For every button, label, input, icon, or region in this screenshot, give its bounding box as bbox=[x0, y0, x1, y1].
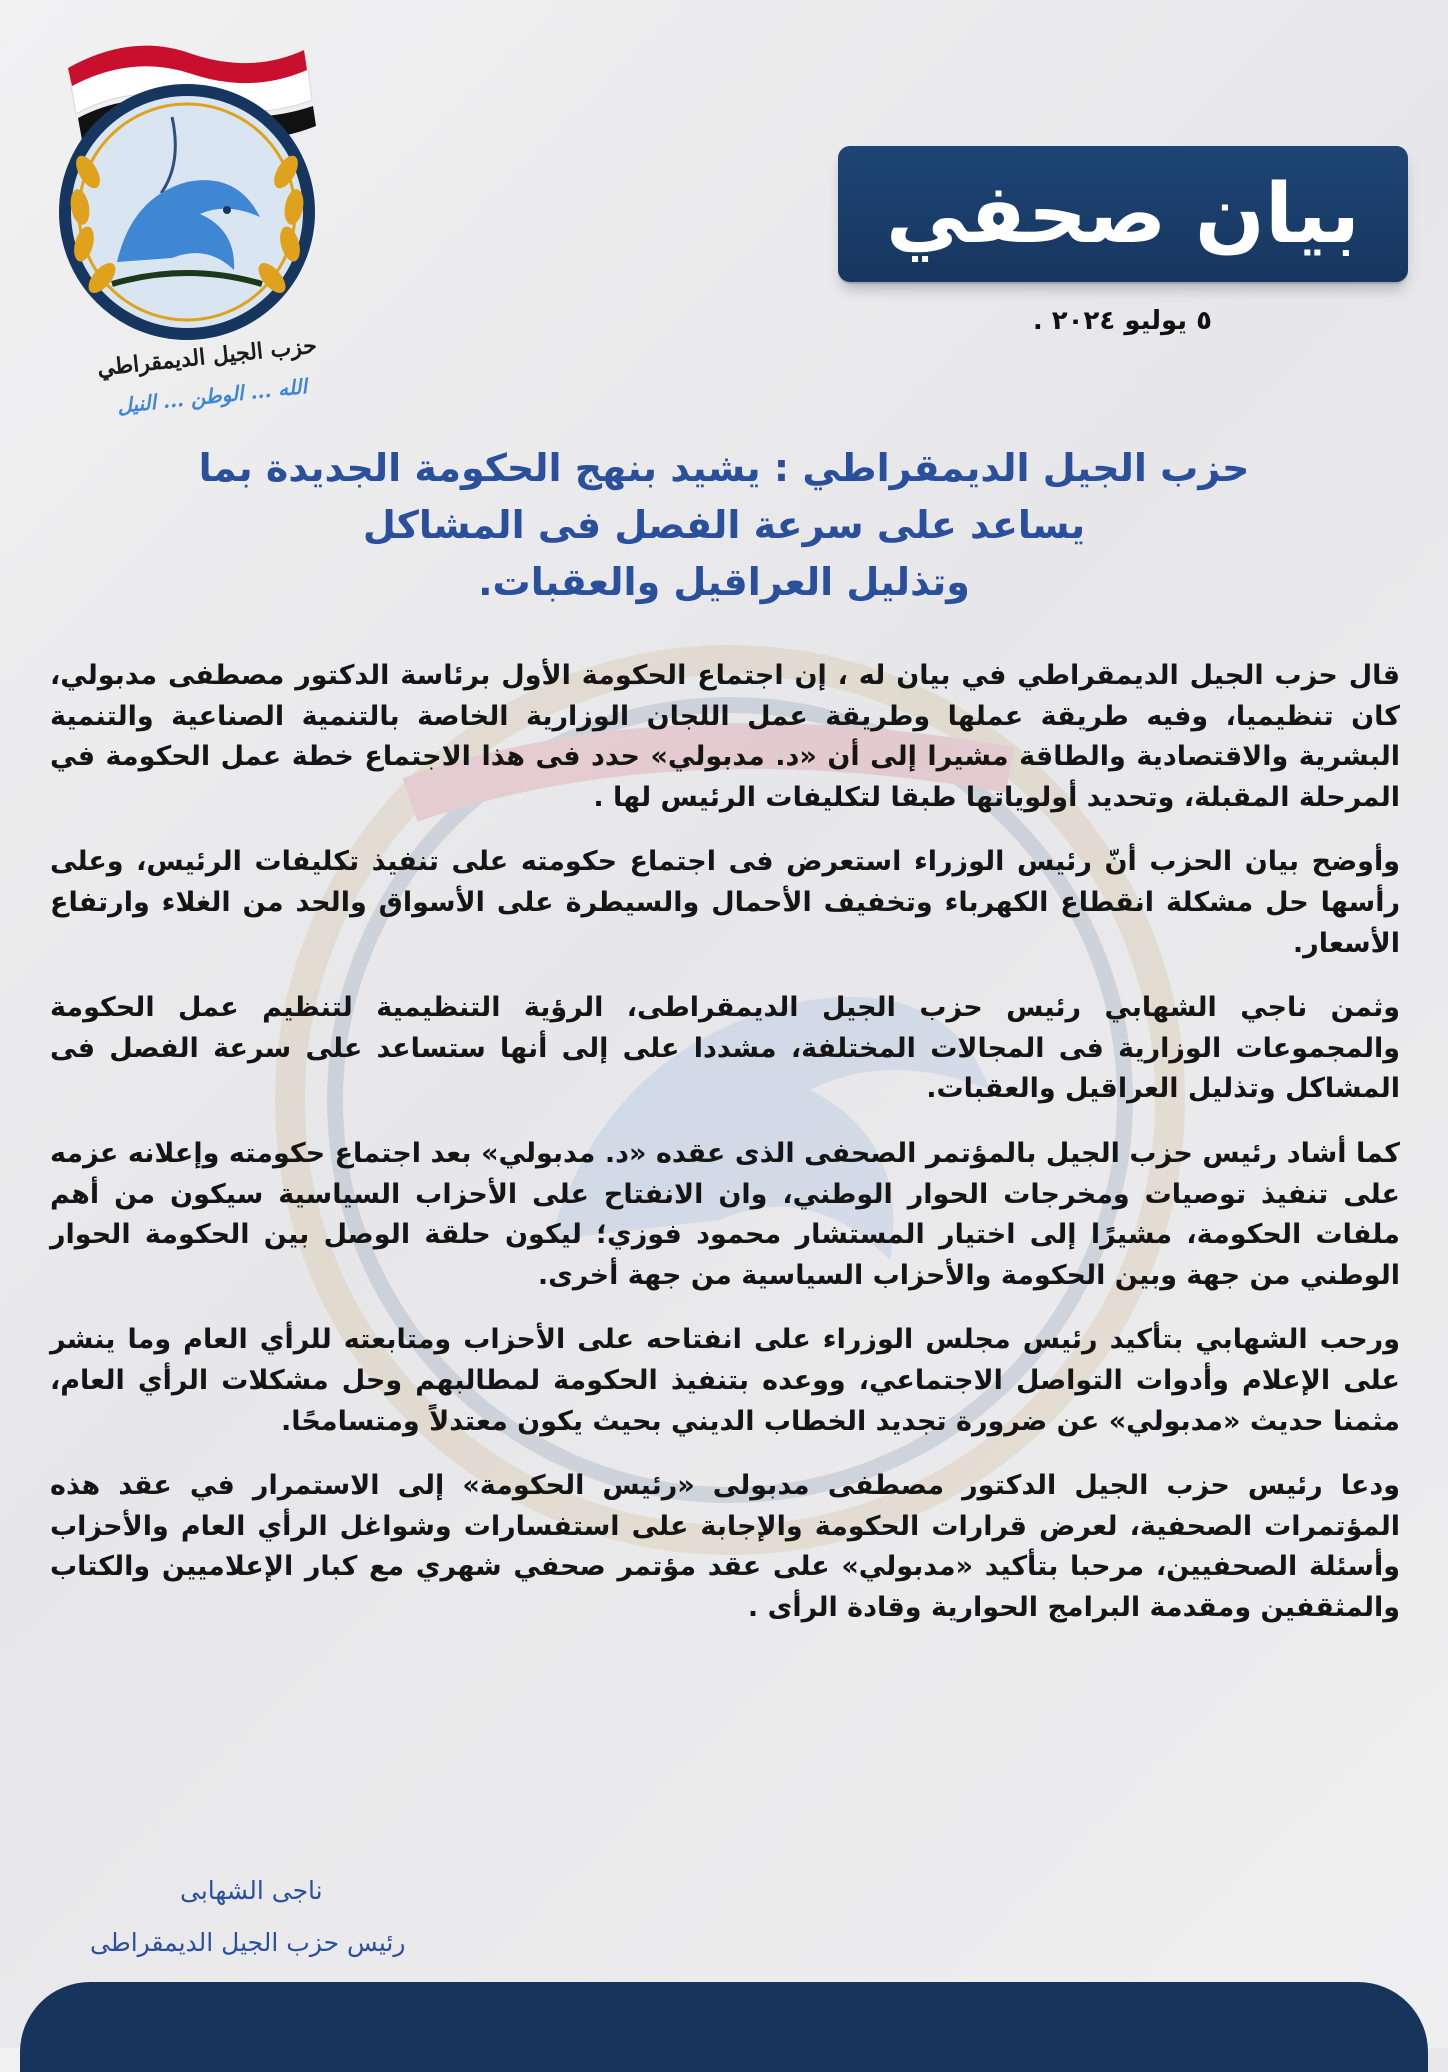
headline-line: وتذليل العراقيل والعقبات. bbox=[478, 560, 970, 604]
headline-line: يساعد على سرعة الفصل فى المشاكل bbox=[362, 503, 1086, 547]
body-paragraph: قال حزب الجيل الديمقراطي في بيان له ، إن اجتماع الحكومة الأول برئاسة الدكتور مصطفى مدبولي، كان تنظيميا، وفيه طريقة عملها وطريقة عمل اللجان الوزارية الخاصة بالتنمية الصناعية والتنمية البشرية والاقتصادية والطاقة مشيرا إلى أن «د. مدبولي» حدد فى هذا الاجتماع خطة عمل الحكومة في المرحلة المقبلة، وتحديد أولوياتها طبقا لتكليفات الرئيس لها . bbox=[50, 660, 1400, 813]
logo-party-name: حزب الجيل الديمقراطي bbox=[95, 332, 319, 382]
signature-title: رئيس حزب الجيل الديمقراطى bbox=[90, 1928, 406, 1957]
headline-line: حزب الجيل الديمقراطي : يشيد بنهج الحكومة الجديدة بما bbox=[198, 446, 1250, 490]
body-paragraph: وثمن ناجي الشهابي رئيس حزب الجيل الديمقراطى، الرؤية التنظيمية لتنظيم عمل الحكومة والمجموعات الوزارية فى المجالات المختلفة، مشددا على إلى أنها ستساعد على سرعة الفصل فى المشاكل وتذليل العراقيل والعقبات. bbox=[50, 992, 1400, 1105]
signature-name: ناجى الشهابى bbox=[180, 1876, 323, 1905]
headline bbox=[70, 440, 1378, 611]
statement-body bbox=[50, 656, 1400, 1652]
badge-title: بيان صحفي bbox=[886, 166, 1360, 262]
body-paragraph: ودعا رئيس حزب الجيل الدكتور مصطفى مدبولى «رئيس الحكومة» إلى الاستمرار في عقد هذه المؤتمرات الصحفية، لعرض قرارات الحكومة والإجابة على استفسارات وشواغل الرأي العام والأحزاب وأسئلة الصحفيين، مرحبا بتأكيد «مدبولي» على عقد مؤتمر صحفي شهري مع كبار الإعلاميين والكتاب والمثقفين ومقدمة البرامج الحوارية وقادة الرأى . bbox=[50, 1470, 1400, 1623]
footer-bar bbox=[20, 1982, 1428, 2072]
release-date: ٥ يوليو ٢٠٢٤ . bbox=[1032, 306, 1212, 336]
logo-slogan: الله ... الوطن ... النيل bbox=[115, 374, 309, 418]
body-paragraph: ورحب الشهابي بتأكيد رئيس مجلس الوزراء على انفتاحه على الأحزاب ومتابعته للرأي العام وما ينشر على الإعلام وأدوات التواصل الاجتماعي، ووعده بتنفيذ الحكومة لمطالبهم وحل مشكلات الرأي العام، مثمنا حديث «مدبولي» عن ضرورة تجديد الخطاب الديني بحيث يكون معتدلاً ومتسامحًا. bbox=[50, 1324, 1400, 1437]
press-release-badge bbox=[838, 146, 1408, 282]
party-logo bbox=[22, 22, 352, 418]
body-paragraph: كما أشاد رئيس حزب الجيل بالمؤتمر الصحفى الذى عقده «د. مدبولي» بعد اجتماع حكومته وإعلانه عزمه على تنفيذ توصيات ومخرجات الحوار الوطني، وان الانفتاح على الأحزاب السياسية سيكون من أهم ملفات الحكومة، مشيرًا إلى اختيار المستشار محمود فوزي؛ ليكون حلقة الوصل بين الحكومة الحوار الوطني من جهة وبين الحكومة والأحزاب السياسية من جهة أخرى. bbox=[50, 1137, 1400, 1291]
eagle-emblem-icon bbox=[22, 22, 352, 342]
body-paragraph: وأوضح بيان الحزب أنّ رئيس الوزراء استعرض فى اجتماع حكومته على تنفيذ تكليفات الرئيس، وعلى رأسها حل مشكلة انقطاع الكهرباء وتخفيف الأحمال والسيطرة على الأسواق والحد من الغلاء وارتفاع الأسعار. bbox=[50, 846, 1400, 959]
